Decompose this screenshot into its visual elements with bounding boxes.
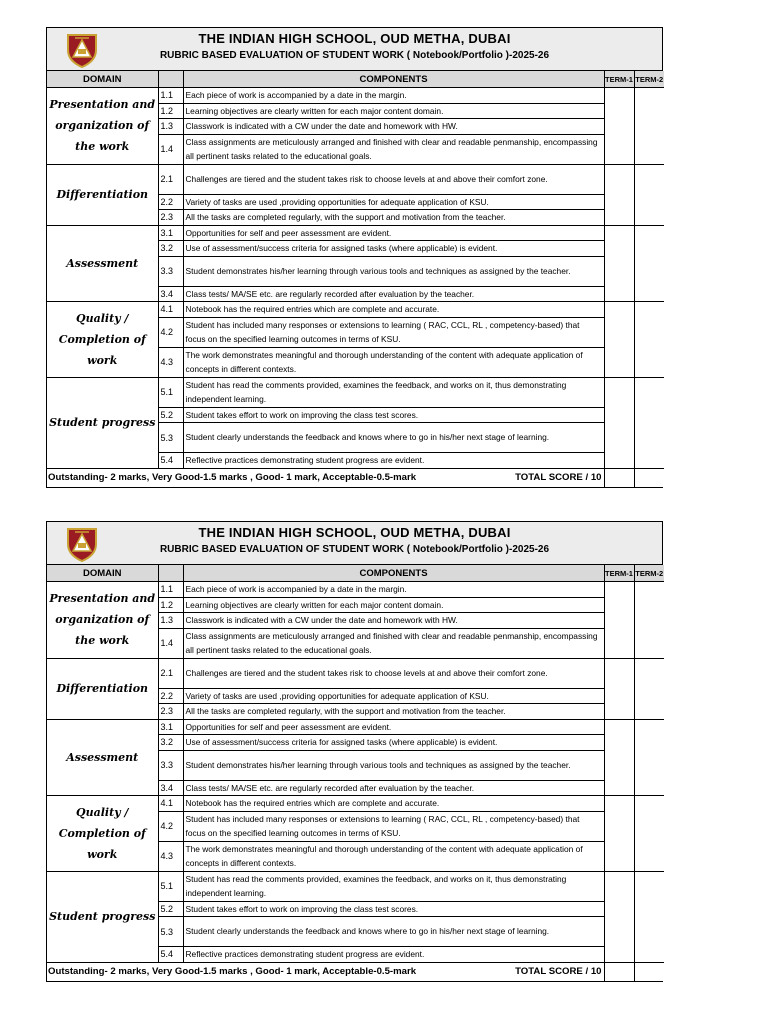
term1-score-cell[interactable] [604,796,634,872]
term1-header: TERM-1 [604,565,634,582]
term2-total-cell[interactable] [634,468,664,487]
item-number: 3.2 [158,735,183,751]
term1-score-cell[interactable] [604,302,634,378]
item-text: Student takes effort to work on improving the class test scores. [183,407,604,423]
item-text: Class assignments are meticulously arranged and finished with clear and readable penmanship, encompassing all pertinent tasks related to the educational goals. [183,134,604,164]
item-number: 5.1 [158,871,183,901]
rubric-table [47,71,664,487]
item-text: Challenges are tiered and the student takes risk to choose levels at and above their comfort zone. [183,164,604,194]
term2-score-cell[interactable] [634,796,664,872]
domain-label: Assessment [47,225,158,302]
domain-label: Quality / Completion of work [47,796,158,872]
item-number: 1.2 [158,103,183,119]
table-row [47,88,664,104]
term1-score-cell[interactable] [604,88,634,165]
domain-label: Differentiation [47,658,158,719]
domain-label: Differentiation [47,164,158,225]
item-text: Challenges are tiered and the student takes risk to choose levels at and above their comfort zone. [183,658,604,688]
term2-score-cell[interactable] [634,164,664,225]
table-row [47,719,664,735]
item-number: 2.1 [158,658,183,688]
term2-score-cell[interactable] [634,871,664,962]
rubric-form-1 [46,27,663,488]
item-number: 1.4 [158,628,183,658]
table-row [47,377,664,407]
item-number: 5.3 [158,423,183,453]
marks-scale-text: Outstanding- 2 marks, Very Good-1.5 marks , Good- 1 mark, Acceptable-0.5-mark [48,472,417,483]
item-number: 4.2 [158,317,183,347]
term2-score-cell[interactable] [634,719,664,796]
term2-total-cell[interactable] [634,962,664,981]
number-header [158,565,183,582]
item-text: Student has read the comments provided, examines the feedback, and works on it, thus demonstrating independent learning. [183,871,604,901]
item-number: 3.3 [158,750,183,780]
item-number: 5.4 [158,453,183,469]
form-header [47,28,662,71]
item-number: 1.4 [158,134,183,164]
term2-score-cell[interactable] [634,377,664,468]
item-text: Classwork is indicated with a CW under the date and homework with HW. [183,119,604,135]
term1-score-cell[interactable] [604,871,634,962]
item-text: Student has included many responses or extensions to learning ( RAC, CCL, RL , competency-based) that focus on the specified learning outcomes in terms of KSU. [183,811,604,841]
item-number: 5.2 [158,407,183,423]
item-number: 3.3 [158,256,183,286]
item-text: Reflective practices demonstrating student progress are evident. [183,453,604,469]
item-text: Student clearly understands the feedback and knows where to go in his/her next stage of learning. [183,917,604,947]
school-name: THE INDIAN HIGH SCHOOL, OUD METHA, DUBAI [198,31,511,46]
item-text: Notebook has the required entries which are complete and accurate. [183,796,604,812]
item-number: 3.1 [158,225,183,241]
item-number: 5.1 [158,377,183,407]
term2-header: TERM-2 [634,71,664,88]
term2-score-cell[interactable] [634,658,664,719]
table-row [47,164,664,194]
form-header [47,522,662,565]
term2-score-cell[interactable] [634,88,664,165]
item-number: 2.2 [158,688,183,704]
item-text: Variety of tasks are used ,providing opportunities for adequate application of KSU. [183,688,604,704]
term1-header: TERM-1 [604,71,634,88]
item-number: 4.3 [158,347,183,377]
item-text: Learning objectives are clearly written for each major content domain. [183,597,604,613]
item-text: Opportunities for self and peer assessment are evident. [183,719,604,735]
item-text: The work demonstrates meaningful and thorough understanding of the content with adequate application of concepts in different contexts. [183,347,604,377]
item-number: 1.1 [158,582,183,598]
table-row [47,871,664,901]
domain-header: DOMAIN [47,71,158,88]
item-text: Each piece of work is accompanied by a date in the margin. [183,582,604,598]
domain-label: Student progress [47,871,158,962]
domain-header: DOMAIN [47,565,158,582]
table-row [47,796,664,812]
item-text: Student demonstrates his/her learning through various tools and techniques as assigned by the teacher. [183,256,604,286]
item-number: 1.3 [158,119,183,135]
term1-score-cell[interactable] [604,164,634,225]
rubric-table [47,565,664,981]
item-number: 1.2 [158,597,183,613]
table-row [47,658,664,688]
term1-score-cell[interactable] [604,582,634,659]
item-number: 4.3 [158,841,183,871]
item-text: Use of assessment/success criteria for assigned tasks (where applicable) is evident. [183,241,604,257]
term1-score-cell[interactable] [604,719,634,796]
term1-score-cell[interactable] [604,658,634,719]
item-number: 2.1 [158,164,183,194]
item-number: 3.2 [158,241,183,257]
item-number: 4.1 [158,302,183,318]
components-header: COMPONENTS [183,71,604,88]
domain-label: Assessment [47,719,158,796]
table-row [47,582,664,598]
term1-score-cell[interactable] [604,225,634,302]
item-text: Classwork is indicated with a CW under the date and homework with HW. [183,613,604,629]
item-text: Student demonstrates his/her learning through various tools and techniques as assigned by the teacher. [183,750,604,780]
item-number: 4.2 [158,811,183,841]
table-row [47,225,664,241]
total-score-label: TOTAL SCORE / 10 [515,471,602,483]
term1-total-cell[interactable] [604,962,634,981]
domain-label: Quality / Completion of work [47,302,158,378]
marks-scale [47,962,604,981]
item-number: 5.3 [158,917,183,947]
item-number: 2.2 [158,194,183,210]
domain-label: Presentation and organization of the work [47,582,158,659]
term1-score-cell[interactable] [604,377,634,468]
item-text: All the tasks are completed regularly, with the support and motivation from the teacher. [183,210,604,226]
components-header: COMPONENTS [183,565,604,582]
item-text: Class tests/ MA/SE etc. are regularly recorded after evaluation by the teacher. [183,286,604,302]
item-number: 2.3 [158,704,183,720]
domain-label: Presentation and organization of the work [47,88,158,165]
item-text: Student has included many responses or extensions to learning ( RAC, CCL, RL , competency-based) that focus on the specified learning outcomes in terms of KSU. [183,317,604,347]
item-text: Use of assessment/success criteria for assigned tasks (where applicable) is evident. [183,735,604,751]
item-number: 5.4 [158,947,183,963]
item-text: Student has read the comments provided, examines the feedback, and works on it, thus demonstrating independent learning. [183,377,604,407]
item-text: Class tests/ MA/SE etc. are regularly recorded after evaluation by the teacher. [183,780,604,796]
footer-row [47,468,664,487]
marks-scale-text: Outstanding- 2 marks, Very Good-1.5 marks , Good- 1 mark, Acceptable-0.5-mark [48,966,417,977]
item-text: Learning objectives are clearly written for each major content domain. [183,103,604,119]
term1-total-cell[interactable] [604,468,634,487]
form-subtitle: RUBRIC BASED EVALUATION OF STUDENT WORK ( Notebook/Portfolio )-2025-26 [159,544,550,555]
item-number: 4.1 [158,796,183,812]
item-number: 2.3 [158,210,183,226]
total-score-label: TOTAL SCORE / 10 [515,965,602,977]
footer-row [47,962,664,981]
item-text: Student takes effort to work on improving the class test scores. [183,901,604,917]
item-text: Reflective practices demonstrating student progress are evident. [183,947,604,963]
marks-scale [47,468,604,487]
term2-header: TERM-2 [634,565,664,582]
table-row [47,302,664,318]
item-text: Class assignments are meticulously arranged and finished with clear and readable penmanship, encompassing all pertinent tasks related to the educational goals. [183,628,604,658]
term2-score-cell[interactable] [634,302,664,378]
term2-score-cell[interactable] [634,582,664,659]
rubric-form-2 [46,521,663,982]
item-text: The work demonstrates meaningful and thorough understanding of the content with adequate application of concepts in different contexts. [183,841,604,871]
term2-score-cell[interactable] [634,225,664,302]
item-text: Each piece of work is accompanied by a date in the margin. [183,88,604,104]
item-text: Student clearly understands the feedback and knows where to go in his/her next stage of learning. [183,423,604,453]
item-number: 5.2 [158,901,183,917]
table-header-row [47,565,664,582]
item-number: 1.1 [158,88,183,104]
number-header [158,71,183,88]
school-name: THE INDIAN HIGH SCHOOL, OUD METHA, DUBAI [198,525,511,540]
item-text: Opportunities for self and peer assessment are evident. [183,225,604,241]
item-text: All the tasks are completed regularly, with the support and motivation from the teacher. [183,704,604,720]
item-number: 1.3 [158,613,183,629]
table-header-row [47,71,664,88]
item-text: Notebook has the required entries which are complete and accurate. [183,302,604,318]
item-number: 3.4 [158,780,183,796]
item-text: Variety of tasks are used ,providing opportunities for adequate application of KSU. [183,194,604,210]
item-number: 3.1 [158,719,183,735]
domain-label: Student progress [47,377,158,468]
item-number: 3.4 [158,286,183,302]
form-subtitle: RUBRIC BASED EVALUATION OF STUDENT WORK ( Notebook/Portfolio )-2025-26 [159,50,550,61]
